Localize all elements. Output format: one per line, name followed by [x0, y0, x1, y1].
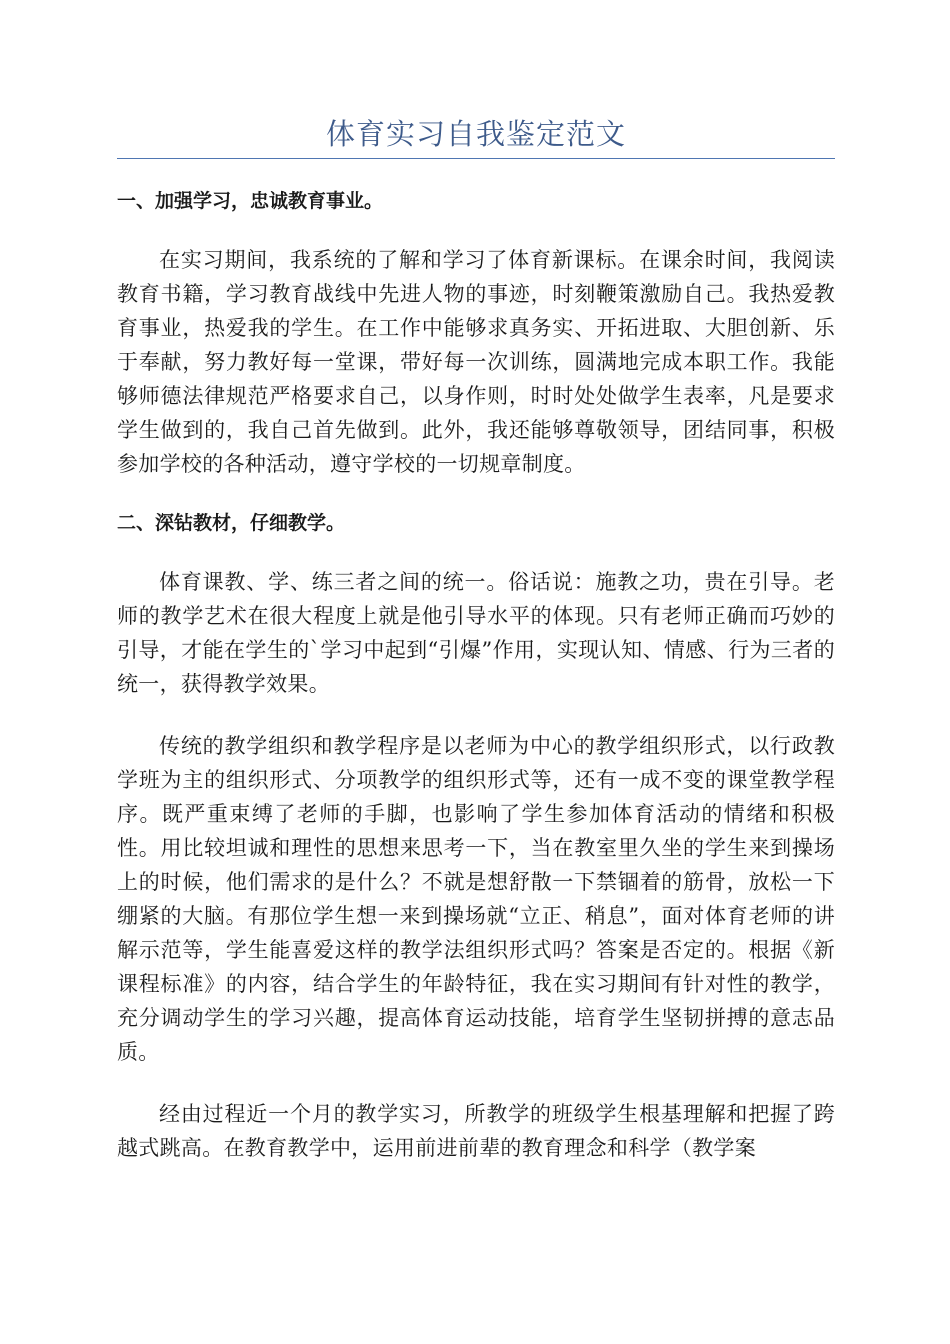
paragraph: 体育课教、学、练三者之间的统一。俗话说：施教之功，贵在引导。老师的教学艺术在很大程度上就是他引导水平的体现。只有老师正确而巧妙的引导，才能在学生的`学习中起到“引爆”作用，实现认知、情感、行为三者的统一，获得教学效果。 — [117, 570, 835, 696]
section-1 — [117, 187, 835, 481]
document-title: 体育实习自我鉴定范文 — [325, 117, 626, 151]
paragraph: 经由过程近一个月的教学实习，所教学的班级学生根基理解和把握了跨越式跳高。在教育教学中，运用前进前辈的教育理念和科学（教学案 — [117, 1102, 835, 1160]
paragraph: 在实习期间，我系统的了解和学习了体育新课标。在课余时间，我阅读教育书籍，学习教育战线中先进人物的事迹，时刻鞭策激励自己。我热爱教育事业，热爱我的学生。在工作中能够求真务实、开拓进取、大胆创新、乐于奉献，努力教好每一堂课，带好每一次训练，圆满地完成本职工作。我能够师德法律规范严格要求自己，以身作则，时时处处做学生表率，凡是要求学生做到的，我自己首先做到。此外，我还能够尊敬领导，团结同事，积极参加学校的各种活动，遵守学校的一切规章制度。 — [117, 248, 835, 476]
paragraph: 传统的教学组织和教学程序是以老师为中心的教学组织形式，以行政教学班为主的组织形式、分项教学的组织形式等，还有一成不变的课堂教学程序。既严重束缚了老师的手脚，也影响了学生参加体育活动的情绪和积极性。用比较坦诚和理性的思想来思考一下，当在教室里久坐的学生来到操场上的时候，他们需求的是什么？不就是想舒散一下禁锢着的筋骨，放松一下绷紧的大脑。有那位学生想一来到操场就“立正、稍息”，面对体育老师的讲解示范等，学生能喜爱这样的教学法组织形式吗？答案是否定的。根据《新课程标准》的内容，结合学生的年龄特征，我在实习期间有针对性的教学，充分调动学生的学习兴趣，提高体育运动技能，培育学生坚韧拼搏的意志品质。 — [117, 734, 835, 1064]
title-underline — [117, 158, 835, 159]
section-heading: 二、深钻教材，仔细教学。 — [117, 512, 346, 534]
section-heading: 一、加强学习，忠诚教育事业。 — [117, 190, 384, 212]
section-2 — [117, 509, 835, 1165]
document-page — [117, 112, 835, 1165]
